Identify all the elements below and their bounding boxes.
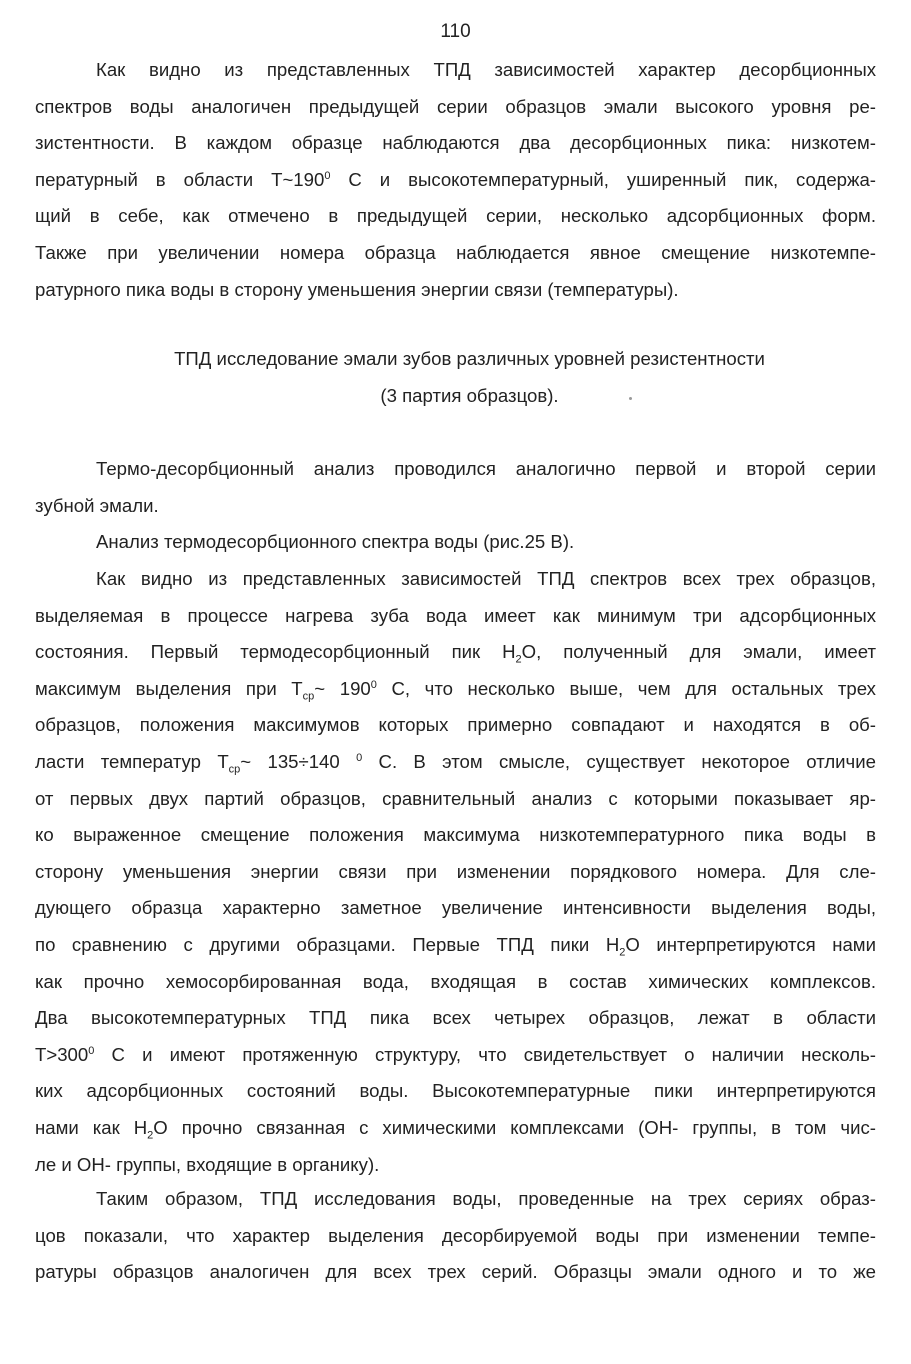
section-heading-line-2: (3 партия образцов). (380, 384, 559, 406)
text-line: Также при увеличении номера образца наблюдается явное смещение низкотемпе- (35, 241, 876, 263)
text-line: $Т>300^0$ С и имеют протяженную структуру, что свидетельствует о наличии несколь- (35, 1043, 876, 1065)
text-line: Таким образом, ТПД исследования воды, проведенные на трех сериях образ- (96, 1188, 876, 1209)
text-line: нами как $Н_2О$ прочно связанная с химическими комплексами (ОН- группы, в том чис- (35, 1116, 876, 1142)
section-heading-line-1: ТПД исследование эмали зубов различных уровней резистентности (174, 348, 765, 369)
text-line: образцов, положения максимумов которых примерно совпадают и находятся в об- (35, 714, 876, 736)
text-line: дующего образца характерно заметное увеличение интенсивности выделения воды, (35, 897, 876, 919)
text-line: ле и ОН- группы, входящие в органику). (35, 1153, 380, 1175)
paragraph-2 (35, 451, 876, 524)
text-line: ких адсорбционных состояний воды. Высокотемпературные пики интерпретируются (35, 1080, 876, 1102)
text-line: зубной эмали. (35, 494, 159, 516)
section-heading (35, 341, 876, 414)
text-line: как прочно хемосорбированная вода, входящая в состав химических комплексов. (35, 970, 876, 992)
text-line: щий в себе, как отмечено в предыдущей серии, несколько адсорбционных форм. (35, 205, 876, 227)
text-line: Термо-десорбционный анализ проводился аналогично первой и второй серии (96, 458, 876, 479)
text-line: пературный в области $Т\sim 190^0$ С и высокотемпературный, уширенный пик, содержа- (35, 168, 876, 190)
paragraph-4 (35, 561, 876, 1183)
scan-speck (629, 397, 632, 400)
text-line: состояния. Первый термодесорбционный пик $Н_2О$, полученный для эмали, имеет (35, 641, 876, 666)
text-line: по сравнению с другими образцами. Первые ТПД пики $Н_2О$ интерпретируются нами (35, 933, 876, 959)
text-line: сторону уменьшения энергии связи при изменении порядкового номера. Для сле- (35, 860, 876, 882)
text-line: выделяемая в процессе нагрева зуба вода имеет как минимум три адсорбционных (35, 604, 876, 626)
text-line: Как видно из представленных зависимостей ТПД спектров всех трех образцов, (96, 568, 876, 589)
text-line: Анализ термодесорбционного спектра воды (рис.25 В). (96, 531, 575, 552)
text-line: цов показали, что характер выделения десорбируемой воды при изменении темпе- (35, 1224, 876, 1246)
text-line: ласти температур $Т_{ср}\sim$ 135÷140 $^0$ С. В этом смысле, существует некоторое отличие (35, 750, 876, 776)
text-line: ратурного пика воды в сторону уменьшения энергии связи (температуры). (35, 278, 679, 300)
paragraph-1 (35, 52, 876, 308)
text-line: ко выраженное смещение положения максимума низкотемпературного пика воды в (35, 824, 876, 846)
text-line: спектров воды аналогичен предыдущей серии образцов эмали высокого уровня ре- (35, 95, 876, 117)
text-line: Два высокотемпературных ТПД пика всех четырех образцов, лежат в области (35, 1007, 876, 1029)
text-line: максимум выделения при $Т_{ср}\sim$ $190^0$ С, что несколько выше, чем для остальных трех (35, 677, 876, 703)
paragraph-3 (35, 524, 876, 561)
text-line: от первых двух партий образцов, сравнительный анализ с которыми показывает яр- (35, 787, 876, 809)
text-line: Как видно из представленных ТПД зависимостей характер десорбционных (96, 59, 876, 80)
paragraph-5 (35, 1181, 876, 1291)
text-line: зистентности. В каждом образце наблюдаются два десорбционных пика: низкотем- (35, 132, 876, 154)
page-number: 110 (440, 21, 471, 42)
text-line: ратуры образцов аналогичен для всех трех серий. Образцы эмали одного и то же (35, 1261, 876, 1283)
